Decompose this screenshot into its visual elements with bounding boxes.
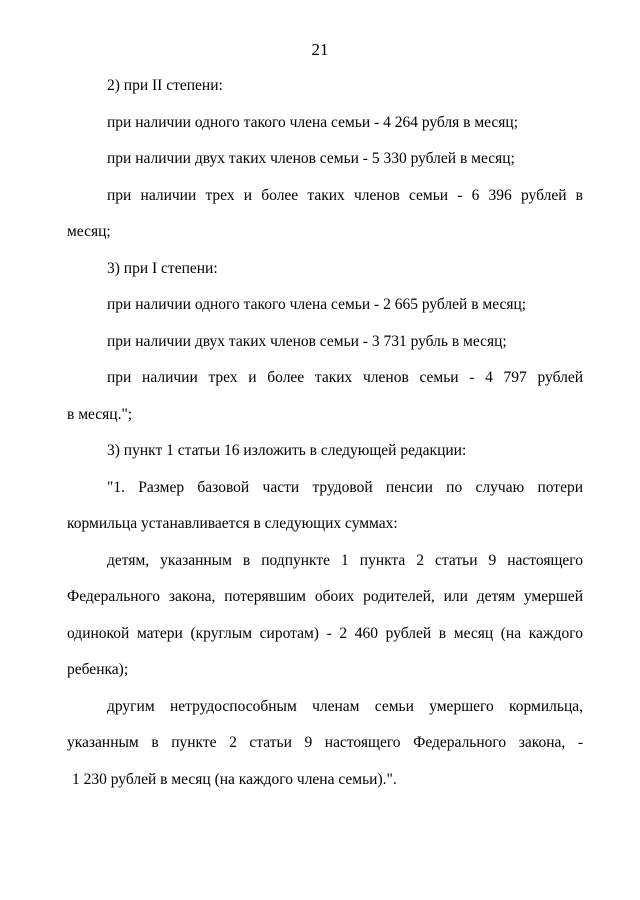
document-body	[67, 68, 583, 798]
paragraph-line: 3) пункт 1 статьи 16 изложить в следующей редакции:	[107, 442, 467, 459]
paragraph-line: ребенка);	[67, 661, 129, 678]
paragraph-line: при наличии двух таких членов семьи - 5 330 рублей в месяц;	[107, 150, 515, 167]
paragraph-line: Федерального закона, потерявшим обоих родителей, или детям умершей	[67, 588, 583, 605]
paragraph-line: в месяц.";	[67, 405, 133, 423]
paragraph-line: "1. Размер базовой части трудовой пенсии по случаю потери	[107, 478, 583, 496]
paragraph-line: указанным в пункте 2 статьи 9 настоящего Федерального закона, -	[67, 734, 583, 751]
paragraph-line: 1 230 рублей в месяц (на каждого члена семьи).".	[72, 770, 397, 788]
paragraph-line: при наличии трех и более таких членов семьи - 4 797 рублей	[107, 369, 583, 386]
paragraph-line: одинокой матери (круглым сиротам) - 2 460 рублей в месяц (на каждого	[67, 624, 583, 642]
paragraph-line: при наличии двух таких членов семьи - 3 731 рубль в месяц;	[107, 332, 507, 350]
paragraph-line: при наличии трех и более таких членов семьи - 6 396 рублей в	[107, 186, 583, 204]
paragraph-line: другим нетрудоспособным членам семьи умершего кормильца,	[107, 697, 583, 715]
paragraph-line: при наличии одного такого члена семьи - 2 665 рублей в месяц;	[107, 296, 527, 313]
paragraph-line: кормильца устанавливается в следующих суммах:	[67, 515, 398, 532]
paragraph-line: детям, указанным в подпункте 1 пункта 2 статьи 9 настоящего	[107, 551, 583, 569]
paragraph-line: месяц;	[67, 223, 111, 240]
paragraph-line: 2) при II степени:	[107, 77, 223, 94]
page-number: 21	[311, 40, 329, 59]
paragraph-line: 3) при I степени:	[107, 259, 218, 277]
paragraph-line: при наличии одного такого члена семьи - 4 264 рубля в месяц;	[107, 113, 519, 131]
